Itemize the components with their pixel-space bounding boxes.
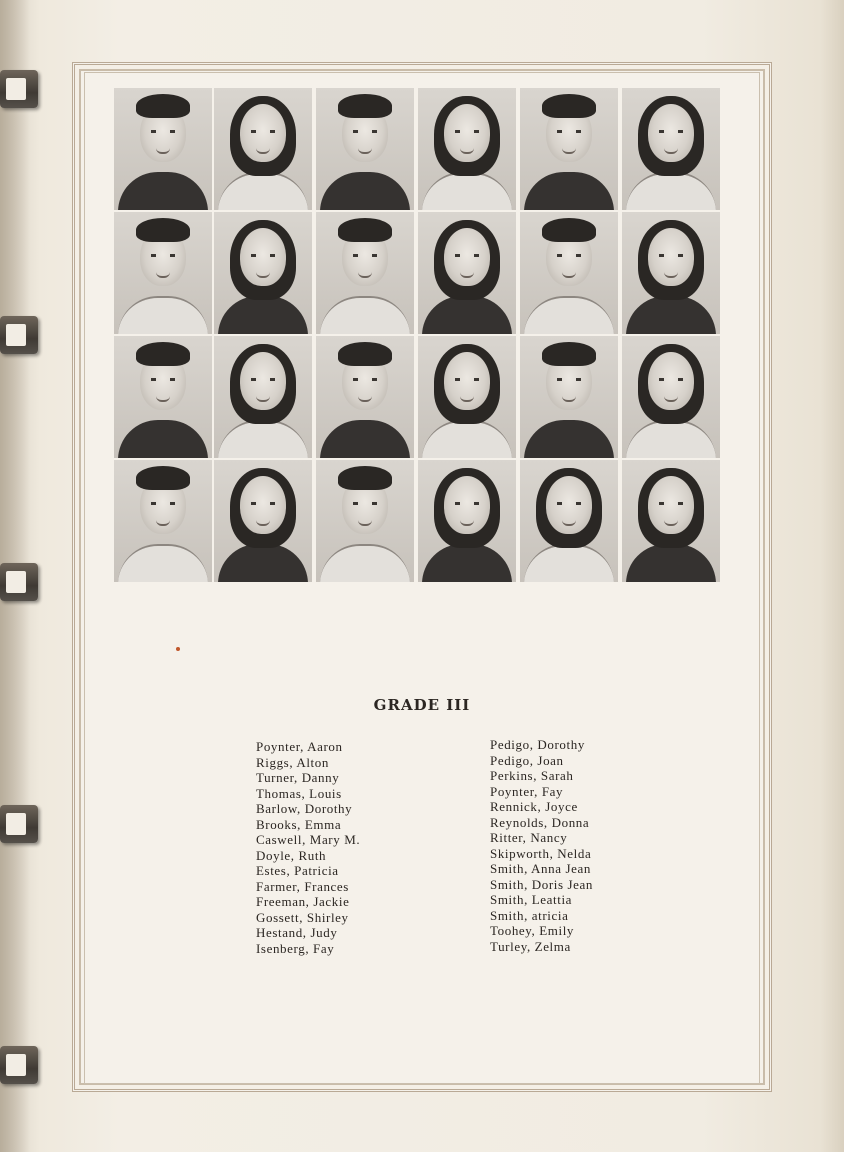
student-portrait [214,460,312,582]
student-names-left-column [256,739,360,956]
portrait-eyes [251,254,275,257]
student-portrait [316,460,414,582]
portrait-eyes [353,130,377,133]
student-portrait [316,336,414,458]
student-portrait [214,88,312,210]
portrait-hair [338,218,392,242]
student-name: Doyle, Ruth [256,847,327,863]
portrait-body [218,296,308,334]
student-portrait [418,460,516,582]
student-name: Riggs, Alton [256,754,329,770]
student-name: Ritter, Nancy [490,830,568,845]
student-portrait [520,212,618,334]
student-portrait [520,336,618,458]
student-name: Turley, Zelma [490,938,571,954]
portrait-body [422,172,512,210]
binder-ring [0,70,38,108]
portrait-eyes [151,378,175,381]
student-name: Isenberg, Fay [256,940,335,956]
class-photo-grid [114,88,722,584]
student-name: Gossett, Shirley [256,909,349,925]
portrait-eyes [659,378,683,381]
portrait-body [320,420,410,458]
portrait-body [524,544,614,582]
student-name: Smith, Doris Jean [490,876,594,892]
student-portrait [622,336,720,458]
portrait-eyes [557,378,581,381]
student-portrait [418,88,516,210]
portrait-eyes [353,378,377,381]
portrait-body [626,544,716,582]
student-name: Turner, Danny [256,770,340,785]
student-portrait [114,212,212,334]
student-name: Skipworth, Nelda [490,845,592,861]
student-name: Pedigo, Dorothy [490,737,585,752]
portrait-eyes [557,130,581,133]
portrait-hair [338,342,392,366]
portrait-body [118,296,208,334]
student-portrait [114,88,212,210]
grade-heading: GRADE III [373,696,471,714]
portrait-eyes [557,502,581,505]
portrait-hair [338,466,392,490]
portrait-body [422,296,512,334]
portrait-eyes [455,130,479,133]
student-portrait [622,460,720,582]
portrait-eyes [151,254,175,257]
student-name: Toohey, Emily [490,923,575,938]
student-name: Thomas, Louis [256,785,342,801]
portrait-body [218,544,308,582]
student-name: Estes, Patricia [256,863,339,878]
portrait-body [626,420,716,458]
student-name: Farmer, Frances [256,878,349,894]
portrait-body [524,172,614,210]
portrait-body [218,420,308,458]
student-portrait [114,460,212,582]
portrait-body [118,420,208,458]
student-name: Poynter, Aaron [256,739,343,754]
portrait-hair [136,466,190,490]
portrait-eyes [659,502,683,505]
student-name: Freeman, Jackie [256,894,350,909]
student-portrait [520,88,618,210]
portrait-body [320,544,410,582]
student-portrait [214,336,312,458]
student-portrait [520,460,618,582]
portrait-body [320,296,410,334]
portrait-hair [542,218,596,242]
student-name: Perkins, Sarah [490,768,574,783]
student-portrait [622,88,720,210]
portrait-eyes [455,378,479,381]
portrait-body [218,172,308,210]
binder-ring [0,316,38,354]
portrait-eyes [251,378,275,381]
student-name: Smith, Anna Jean [490,861,591,876]
portrait-eyes [251,502,275,505]
portrait-body [118,172,208,210]
portrait-hair [136,218,190,242]
student-name: Hestand, Judy [256,925,338,940]
binder-ring [0,1046,38,1084]
student-portrait [622,212,720,334]
paper-speck [176,647,180,651]
binder-ring [0,563,38,601]
student-portrait [316,212,414,334]
portrait-eyes [151,502,175,505]
binder-ring [0,805,38,843]
student-name: Pedigo, Joan [490,752,564,768]
portrait-eyes [151,130,175,133]
portrait-body [118,544,208,582]
portrait-body [524,420,614,458]
portrait-hair [136,94,190,118]
portrait-hair [338,94,392,118]
student-portrait [316,88,414,210]
student-names-right-column [490,737,593,954]
student-name: Caswell, Mary M. [256,832,361,847]
student-name: Barlow, Dorothy [256,801,353,816]
portrait-body [320,172,410,210]
portrait-eyes [455,254,479,257]
portrait-body [524,296,614,334]
portrait-hair [542,94,596,118]
student-name: Rennick, Joyce [490,799,578,814]
portrait-hair [542,342,596,366]
portrait-hair [136,342,190,366]
portrait-eyes [353,502,377,505]
student-name: Poynter, Fay [490,783,564,799]
portrait-eyes [251,130,275,133]
student-name: Smith, Leattia [490,892,573,907]
portrait-body [422,544,512,582]
portrait-body [626,296,716,334]
student-name: Brooks, Emma [256,816,342,832]
portrait-eyes [659,130,683,133]
student-portrait [418,212,516,334]
student-portrait [214,212,312,334]
portrait-body [626,172,716,210]
student-portrait [418,336,516,458]
student-portrait [114,336,212,458]
student-name: Smith, atricia [490,907,569,923]
portrait-eyes [659,254,683,257]
portrait-eyes [353,254,377,257]
student-name: Reynolds, Donna [490,814,590,830]
portrait-eyes [557,254,581,257]
portrait-eyes [455,502,479,505]
portrait-body [422,420,512,458]
